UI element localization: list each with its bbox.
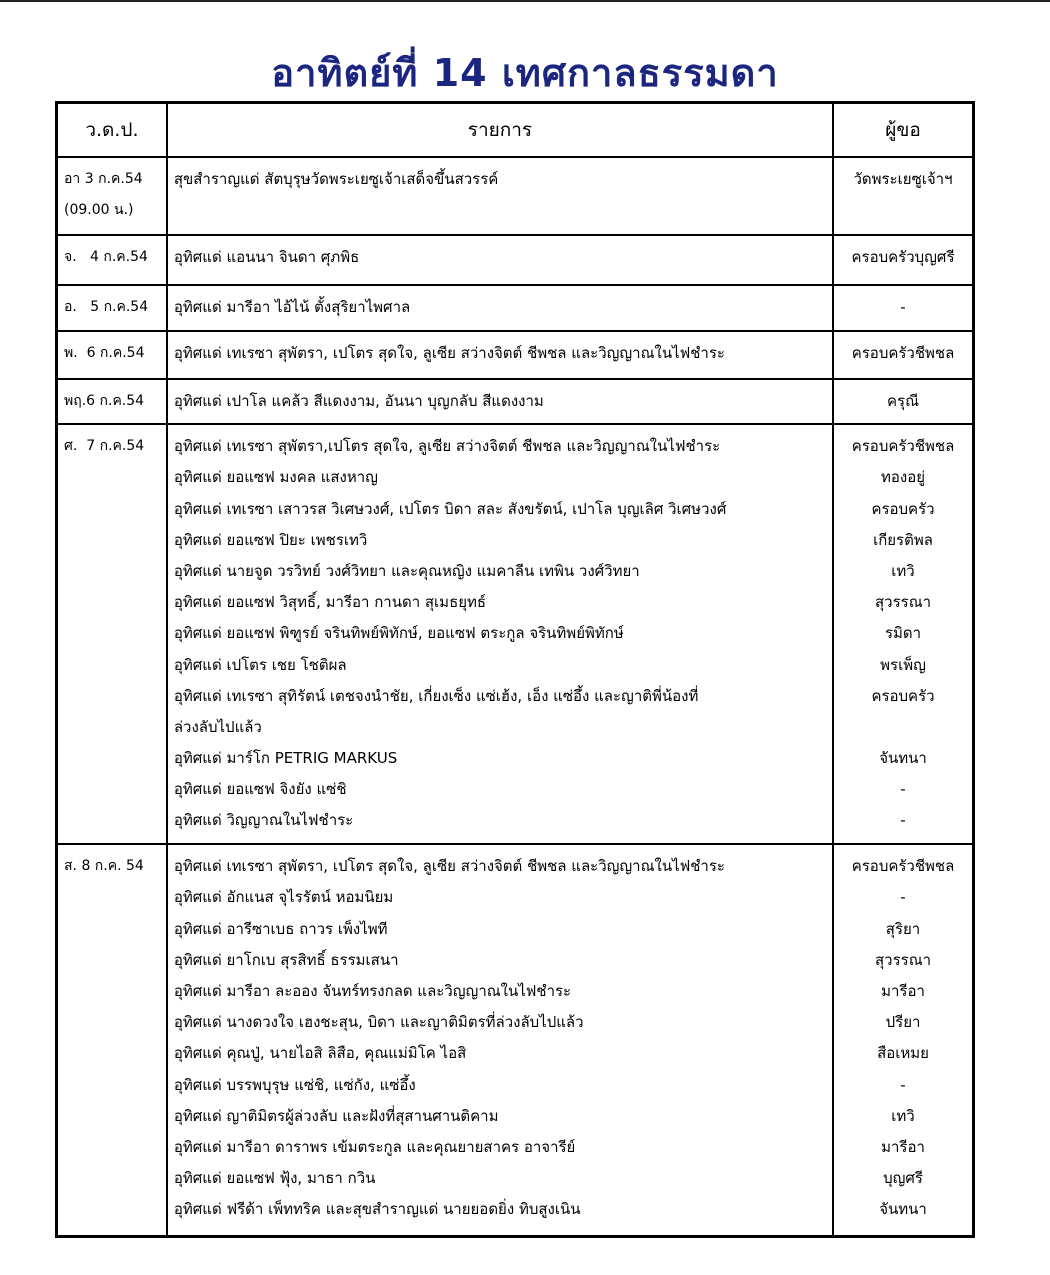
row-items (167, 379, 833, 424)
intention-text: อุทิศแด่ ยาโกเบ สุรสิทธิ์ ธรรมเสนา (173, 950, 399, 969)
intention-text: อุทิศแด่ ยอแซฟ พิฑูรย์ จรินทิพย์พิทักษ์, ยอแซฟ ตระกูล จรินทิพย์พิทักษ์ (173, 624, 624, 643)
header-items: รายการ (167, 103, 833, 158)
table-row (57, 379, 974, 424)
intention-text: อุทิศแด่ บรรพบุรุษ แซ่ชิ, แซ่กัง, แซ่อึ้ง (173, 1075, 416, 1094)
table-row (57, 424, 974, 844)
requester-name: - (900, 780, 906, 799)
requester-name: เกียรติพล (873, 530, 933, 549)
date-line: อา 3 ก.ค.54 (64, 171, 143, 187)
header-date: ว.ด.ป. (57, 103, 167, 158)
intention-text: อุทิศแด่ มารีอา ดาราพร เข้มตระกูล และคุณยายสาคร อาจารีย์ (173, 1137, 576, 1156)
row-items (167, 235, 833, 285)
intention-text: อุทิศแด่ เทเรซา สุพัตรา,เปโตร สุดใจ, ลูเซีย สว่างจิตต์ ชีพชล และวิญญาณในไฟชำระ (173, 437, 721, 456)
requester-name: ทองอยู่ (881, 468, 926, 487)
table-row (57, 331, 974, 379)
row-items (167, 157, 833, 235)
intention-text: อุทิศแด่ นางดวงใจ เฮงชะสุน, บิดา และญาติมิตรที่ล่วงลับไปแล้ว (173, 1013, 584, 1032)
row-date (57, 379, 167, 424)
requester-name: - (900, 298, 906, 316)
date-line: ศ. 7 ก.ค.54 (64, 438, 145, 455)
requester-name: มารีอา (881, 1137, 925, 1156)
row-date (57, 424, 167, 844)
date-line: ส. 8 ก.ค. 54 (64, 858, 144, 875)
requester-name: ครอบครัว (871, 686, 935, 705)
requester-name: ครุณี (887, 392, 920, 410)
row-items (167, 844, 833, 1236)
date-line: พฤ.6 ก.ค.54 (64, 393, 145, 409)
intention-text: อุทิศแด่ มาร์โก PETRIG MARKUS (173, 749, 398, 768)
header-requester: ผู้ขอ (833, 103, 973, 158)
intention-text: อุทิศแด่ เทเรซา สุพัตรา, เปโตร สุดใจ, ลูเซีย สว่างจิตต์ ชีพชล และวิญญาณในไฟชำระ (173, 344, 725, 362)
intention-text: อุทิศแด่ ยอแซฟ ฟุ้ง, มาธา กวิน (173, 1169, 376, 1188)
requester-name: สือเหมย (877, 1044, 929, 1063)
intention-text: อุทิศแด่ ยอแซฟ มงคล แสงหาญ (173, 468, 378, 487)
intention-text: อุทิศแด่ ยอแซฟ จิงยัง แซ่ชิ (173, 780, 347, 799)
requester-name: พรเพ็ญ (880, 655, 926, 674)
requester-name: วัดพระเยซูเจ้าฯ (853, 170, 953, 188)
row-requesters (833, 285, 973, 331)
row-items (167, 424, 833, 844)
requester-name: ครอบครัวชีพชล (851, 437, 955, 456)
date-line: จ. 4 ก.ค.54 (64, 249, 148, 265)
table-row (57, 285, 974, 331)
row-requesters (833, 379, 973, 424)
requester-spacer (834, 712, 972, 743)
row-date (57, 331, 167, 379)
requester-name: - (900, 888, 906, 907)
intention-text: อุทิศแด่ เทเรซา สุทิรัตน์ เตชจงนำชัย, เกี่ยงเซ็ง แซ่เฮ้ง, เอ็ง แซ่อึ้ง และญาติพี่น้องที่ (173, 686, 699, 705)
row-date (57, 285, 167, 331)
row-requesters (833, 844, 973, 1236)
requester-name: ครอบครัว (871, 499, 935, 518)
date-line: อ. 5 ก.ค.54 (64, 299, 149, 315)
requester-name: บุญศรี (883, 1169, 923, 1188)
requester-name: ครอบครัวบุญศรี (851, 248, 955, 266)
date-line: พ. 6 ก.ค.54 (64, 345, 145, 361)
requester-name: - (900, 1075, 906, 1094)
top-rule (0, 0, 1050, 2)
row-items (167, 285, 833, 331)
requester-name: รมิดา (884, 624, 922, 643)
row-requesters (833, 235, 973, 285)
requester-name: สุวรรณา (875, 593, 932, 612)
date-line: (09.00 น.) (64, 202, 134, 218)
requester-name: เทวิ (891, 1106, 915, 1125)
intention-text: อุทิศแด่ มารีอา ไอ้ไน้ ตั้งสุริยาไพศาล (173, 298, 411, 316)
row-requesters (833, 157, 973, 235)
intention-text: อุทิศแด่ ฟรีด้า เพ็ททริค และสุขสำราญแด่ นายยอดยิ่ง ทิบสูงเนิน (173, 1200, 581, 1219)
mass-intention-table (55, 101, 975, 1238)
row-items (167, 331, 833, 379)
row-date (57, 844, 167, 1236)
intention-text: อุทิศแด่ เปโตร เชย โชติผล (173, 655, 347, 674)
requester-name: สุริยา (885, 919, 921, 938)
intention-text: สุขสำราญแด่ สัตบุรุษวัดพระเยซูเจ้าเสด็จขึ้นสวรรค์ (173, 170, 499, 188)
intention-text: อุทิศแด่ เทเรซา เสาวรส วิเศษวงศ์, เปโตร บิดา สละ สังขรัตน์, เปาโล บุญเลิศ วิเศษวงศ์ (173, 499, 727, 518)
requester-name: - (900, 811, 906, 830)
table-row (57, 157, 974, 235)
intention-text: อุทิศแด่ เทเรซา สุพัตรา, เปโตร สุดใจ, ลูเซีย สว่างจิตต์ ชีพชล และวิญญาณในไฟชำระ (173, 857, 725, 876)
row-requesters (833, 331, 973, 379)
requester-name: จันทนา (879, 749, 927, 768)
requester-name: ปรียา (885, 1013, 921, 1032)
intention-text: อุทิศแด่ คุณปู่, นายไอสิ ลิสือ, คุณแม่มิโค ไอสิ (173, 1044, 467, 1063)
intention-text: อุทิศแด่ เปาโล แคล้ว สีแดงงาม, อันนา บุญกลับ สีแดงงาม (173, 392, 544, 410)
row-requesters (833, 424, 973, 844)
intention-text: อุทิศแด่ นายจูด วรวิทย์ วงศ์วิทยา และคุณหญิง แมคาลีน เทพิน วงศ์วิทยา (173, 561, 640, 580)
requester-name: จันทนา (879, 1200, 927, 1219)
intention-text: อุทิศแด่ อักแนส จุไรรัตน์ หอมนิยม (173, 888, 394, 907)
requester-name: ครอบครัวชีพชล (851, 344, 955, 362)
row-date (57, 157, 167, 235)
intention-text: อุทิศแด่ ยอแซฟ ปิยะ เพชรเทวิ (173, 530, 368, 549)
page-title: อาทิตย์ที่ 14 เทศกาลธรรมดา (271, 51, 779, 95)
table-row (57, 235, 974, 285)
requester-name: เทวิ (891, 561, 915, 580)
table-row (57, 844, 974, 1236)
intention-text: อุทิศแด่ มารีอา ละออง จันทร์ทรงกลด และวิญญาณในไฟชำระ (173, 981, 572, 1000)
intention-text-continued: ล่วงลับไปแล้ว (173, 717, 262, 736)
intention-text: อุทิศแด่ วิญญาณในไฟชำระ (173, 811, 354, 830)
intention-text: อุทิศแด่ แอนนา จินดา ศุภพิธ (173, 248, 360, 266)
requester-name: สุวรรณา (875, 950, 932, 969)
requester-name: มารีอา (881, 981, 925, 1000)
intention-text: อุทิศแด่ ยอแซฟ วิสุทธิ์, มารีอา กานดา สุเมธยุทธ์ (173, 593, 487, 612)
table-header-row (57, 103, 974, 158)
requester-name: ครอบครัวชีพชล (851, 857, 955, 876)
intention-text: อุทิศแด่ ญาติมิตรผู้ล่วงลับ และฝังที่สุสานศานติคาม (173, 1106, 499, 1125)
intention-text: อุทิศแด่ อารีซาเบธ ถาวร เพ็งไพที (173, 919, 388, 938)
row-date (57, 235, 167, 285)
